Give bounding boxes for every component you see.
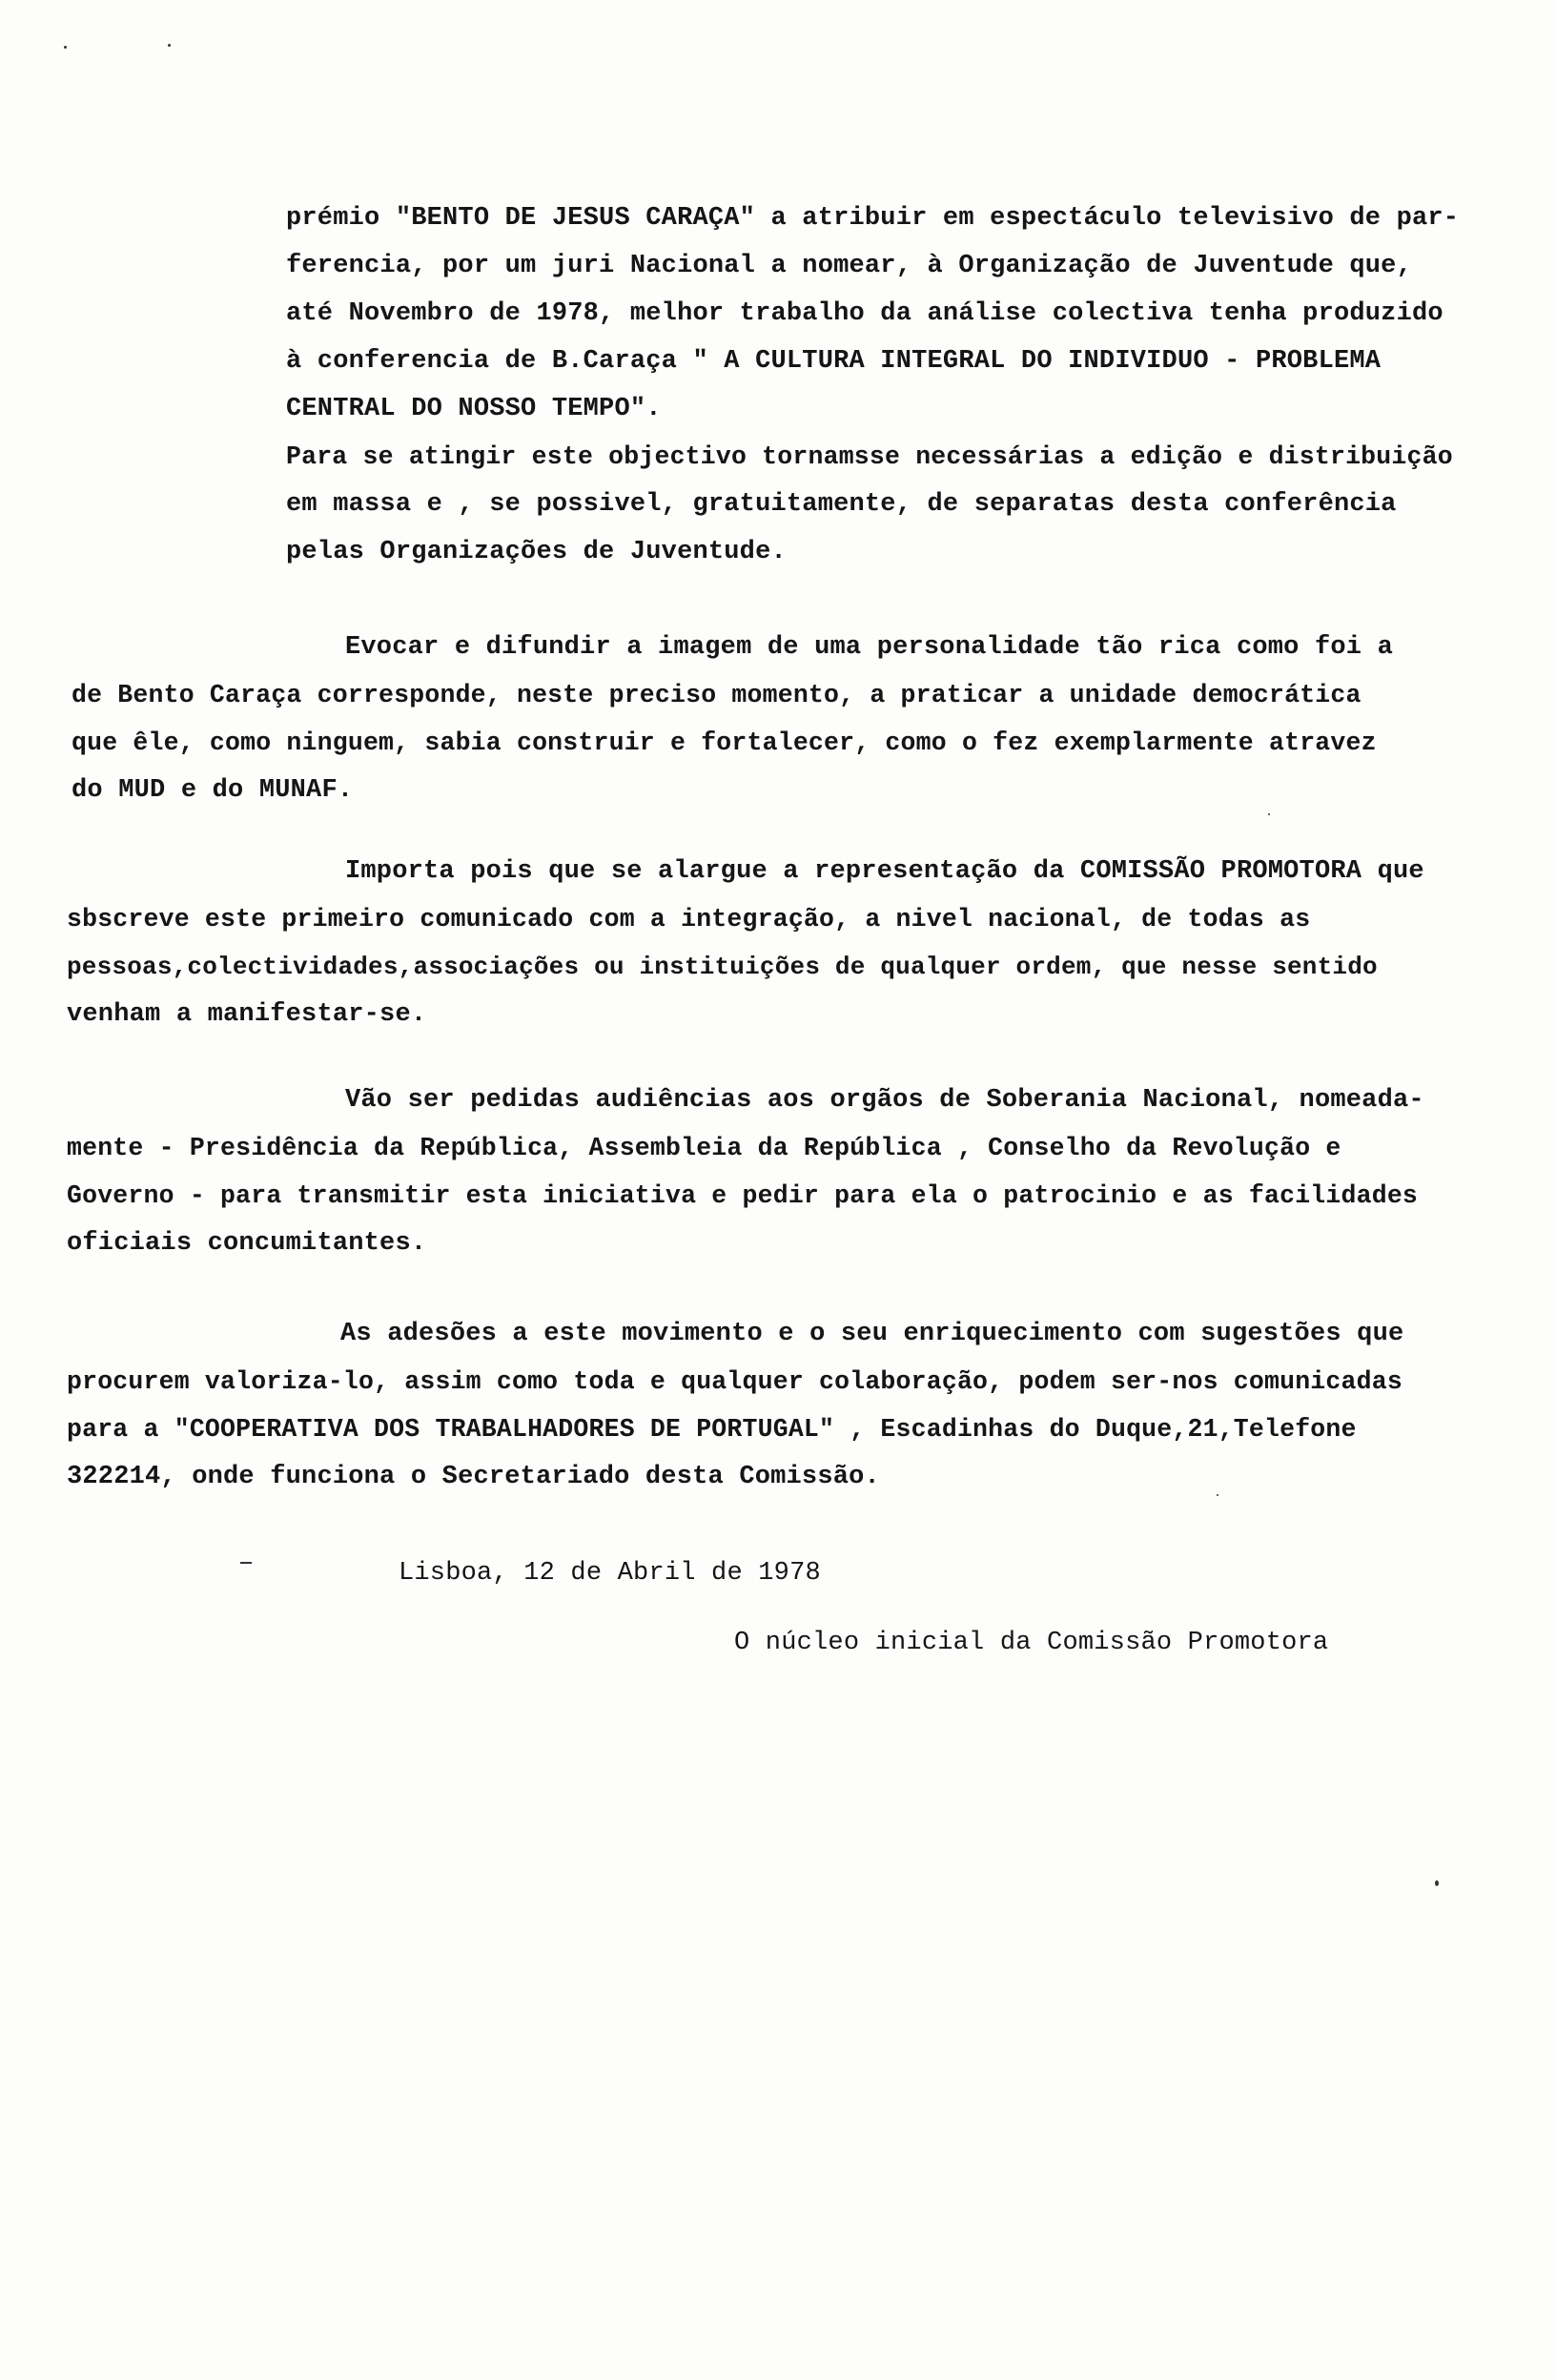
paragraph-1-line-3: até Novembro de 1978, melhor trabalho da análise colectiva tenha produzido: [286, 299, 1443, 328]
paragraph-5-line-1: As adesões a este movimento e o seu enriquecimento com sugestões que: [340, 1320, 1404, 1348]
paragraph-1-line-7: em massa e , se possivel, gratuitamente, de separatas desta conferência: [286, 490, 1397, 519]
scan-speck: [1268, 813, 1270, 815]
scan-speck: [64, 46, 67, 49]
paragraph-3-line-3: pessoas,colectividades,associações ou instituições de qualquer ordem, que nesse sentido: [67, 953, 1378, 981]
paragraph-1-line-1: prémio "BENTO DE JESUS CARAÇA" a atribuir em espectáculo televisivo de par-: [286, 204, 1460, 233]
paragraph-4-line-1: Vão ser pedidas audiências aos orgãos de Soberania Nacional, nomeada-: [345, 1086, 1424, 1115]
paragraph-1-line-5: CENTRAL DO NOSSO TEMPO".: [286, 395, 662, 423]
scan-speck: [240, 1562, 252, 1564]
paragraph-3-line-1: Importa pois que se alargue a representação da COMISSÃO PROMOTORA que: [345, 857, 1424, 886]
paragraph-5-line-3: para a "COOPERATIVA DOS TRABALHADORES DE PORTUGAL" , Escadinhas do Duque,21,Telefone: [67, 1415, 1357, 1444]
paragraph-4-line-2: mente - Presidência da República, Assembleia da República , Conselho da Revolução e: [67, 1134, 1341, 1162]
paragraph-5-line-4: 322214, onde funciona o Secretariado desta Comissão.: [67, 1463, 880, 1491]
scan-speck: [1217, 1494, 1218, 1496]
paragraph-3-line-2: sbscreve este primeiro comunicado com a integração, a nivel nacional, de todas as: [67, 905, 1311, 934]
place-date: Lisboa, 12 de Abril de 1978: [399, 1559, 821, 1588]
paragraph-4-line-4: oficiais concumitantes.: [67, 1229, 427, 1258]
paragraph-5-line-2: procurem valoriza-lo, assim como toda e qualquer colaboração, podem ser-nos comunicadas: [67, 1367, 1402, 1396]
paragraph-1-line-8: pelas Organizações de Juventude.: [286, 538, 787, 566]
signature: O núcleo inicial da Comissão Promotora: [734, 1629, 1329, 1657]
paragraph-3-line-4: venham a manifestar-se.: [67, 1000, 427, 1029]
paragraph-4-line-3: Governo - para transmitir esta iniciativa e pedir para ela o patrocinio e as facilidades: [67, 1181, 1419, 1210]
scan-speck: [168, 44, 171, 47]
paragraph-1-line-6: Para se atingir este objectivo tornamsse necessárias a edição e distribuição: [286, 442, 1453, 471]
paragraph-2-line-4: do MUD e do MUNAF.: [72, 776, 354, 805]
paragraph-2-line-1: Evocar e difundir a imagem de uma personalidade tão rica como foi a: [345, 633, 1393, 662]
scan-speck: [1435, 1880, 1439, 1886]
paragraph-2-line-2: de Bento Caraça corresponde, neste preciso momento, a praticar a unidade democrática: [72, 681, 1362, 709]
paragraph-1-line-2: ferencia, por um juri Nacional a nomear, à Organização de Juventude que,: [286, 252, 1412, 280]
paragraph-2-line-3: que êle, como ninguem, sabia construir e fortalecer, como o fez exemplarmente atravez: [72, 728, 1377, 757]
paragraph-1-line-4: à conferencia de B.Caraça " A CULTURA INTEGRAL DO INDIVIDUO - PROBLEMA: [286, 347, 1382, 376]
